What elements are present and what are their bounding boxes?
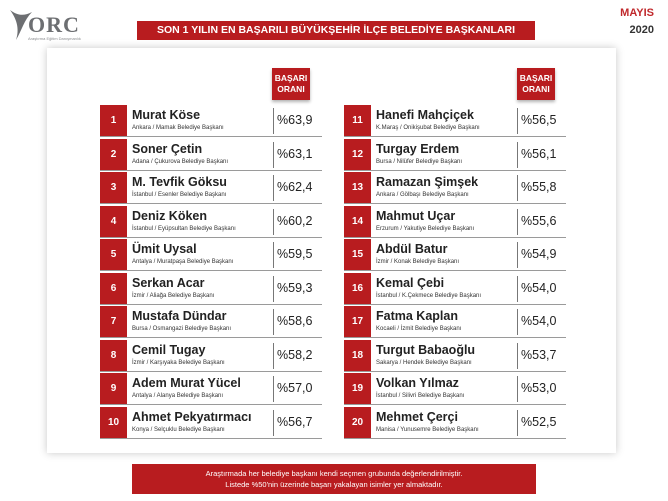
row-divider <box>344 404 566 405</box>
footer-line2: Listede %50'nin üzerinde başarı yakalayan isimler yer almaktadır. <box>225 480 443 489</box>
logo-tagline: Araştırma Eğitim Danışmanlık <box>28 36 81 41</box>
rate-header-line2: ORANI <box>522 84 550 94</box>
row-divider <box>100 170 322 171</box>
mayor-name: Murat Köse <box>132 108 201 122</box>
date-month: MAYIS <box>620 7 654 19</box>
success-rate: %59,3 <box>277 280 313 295</box>
rank-badge: 13 <box>344 172 371 203</box>
rank-badge: 9 <box>100 373 127 404</box>
mayor-district: İstanbul / Esenler Belediye Başkanı <box>132 192 227 198</box>
rank-badge: 5 <box>100 239 127 270</box>
ranking-row <box>344 139 566 171</box>
mayor-district: Sakarya / Hendek Belediye Başkanı <box>376 359 472 366</box>
ranking-row <box>100 105 322 137</box>
rank-badge: 14 <box>344 206 371 237</box>
footer-note <box>132 464 536 494</box>
mayor-name: Mehmet Çerçi <box>376 409 458 424</box>
success-rate: %54,9 <box>521 247 557 261</box>
rank-badge: 15 <box>344 239 371 270</box>
mayor-district: İzmir / Aliağa Belediye Başkanı <box>132 292 215 299</box>
mayor-district: İzmir / Karşıyaka Belediye Başkanı <box>132 359 225 366</box>
row-divider <box>100 270 322 271</box>
success-rate: %55,6 <box>521 213 557 228</box>
mayor-district: İstanbul / Eyüpsultan Belediye Başkanı <box>132 225 236 232</box>
ranking-row <box>100 172 322 204</box>
ranking-row <box>100 206 322 238</box>
mayor-name: Turgut Babaoğlu <box>376 342 476 357</box>
column-divider <box>517 209 518 235</box>
rank-badge: 7 <box>100 306 127 337</box>
column-divider <box>517 410 518 436</box>
ranking-row <box>344 306 566 338</box>
rank-badge: 11 <box>344 105 371 136</box>
mayor-district: Bursa / Nilüfer Belediye Başkanı <box>376 158 463 165</box>
row-divider <box>344 170 566 171</box>
rate-header-left <box>272 68 310 100</box>
rank-badge: 4 <box>100 206 127 237</box>
row-divider <box>344 203 566 204</box>
mayor-name: Volkan Yılmaz <box>376 376 459 390</box>
mayor-district: İstanbul / K.Çekmece Belediye Başkanı <box>376 292 482 299</box>
mayor-name: Abdül Batur <box>376 242 448 256</box>
rate-header-line1: BAŞARI <box>519 73 553 83</box>
row-divider <box>100 237 322 238</box>
column-divider <box>273 209 274 235</box>
mayor-name: Cemil Tugay <box>132 342 206 357</box>
mayor-district: Kocaeli / İzmit Belediye Başkanı <box>376 326 462 332</box>
rank-badge: 2 <box>100 139 127 170</box>
mayor-district: Bursa / Osmangazi Belediye Başkanı <box>132 326 232 332</box>
rank-badge: 17 <box>344 306 371 337</box>
row-divider <box>100 438 322 439</box>
ranking-row <box>100 373 322 405</box>
mayor-district: İzmir / Konak Belediye Başkanı <box>376 259 460 265</box>
column-divider <box>273 242 274 268</box>
success-rate: %54,0 <box>521 314 557 328</box>
ranking-row <box>344 172 566 204</box>
ranking-row <box>344 373 566 405</box>
mayor-name: Deniz Köken <box>132 208 208 223</box>
mayor-name: Turgay Erdem <box>376 141 460 156</box>
ranking-row <box>344 340 566 372</box>
success-rate: %58,2 <box>277 347 313 362</box>
success-rate: %56,1 <box>521 146 557 161</box>
mayor-district: İstanbul / Silivri Belediye Başkanı <box>376 393 465 399</box>
rank-badge: 19 <box>344 373 371 404</box>
ranking-row <box>100 273 322 305</box>
rate-header-line2: ORANI <box>277 84 305 94</box>
column-divider <box>517 343 518 369</box>
mayor-district: Adana / Çukurova Belediye Başkanı <box>132 158 229 165</box>
success-rate: %53,7 <box>521 347 557 362</box>
rank-badge: 16 <box>344 273 371 304</box>
mayor-name: Kemal Çebi <box>376 275 445 290</box>
success-rate: %57,0 <box>277 381 313 395</box>
row-divider <box>344 270 566 271</box>
mayor-name: Mustafa Dündar <box>132 309 227 323</box>
rank-badge: 12 <box>344 139 371 170</box>
column-divider <box>517 175 518 201</box>
row-divider <box>100 371 322 372</box>
row-divider <box>344 136 566 137</box>
rate-header-line1: BAŞARI <box>274 73 308 83</box>
column-divider <box>517 309 518 335</box>
rank-badge: 10 <box>100 407 127 438</box>
column-divider <box>273 410 274 436</box>
mayor-district: Erzurum / Yakutiye Belediye Başkanı <box>376 225 475 232</box>
mayor-district: Antalya / Muratpaşa Belediye Başkanı <box>132 259 234 265</box>
success-rate: %54,0 <box>521 280 557 295</box>
rank-badge: 8 <box>100 340 127 371</box>
column-divider <box>273 376 274 402</box>
mayor-district: Ankara / Mamak Belediye Başkanı <box>132 125 224 131</box>
ranking-row <box>100 407 322 439</box>
row-divider <box>344 371 566 372</box>
mayor-name: Ramazan Şimşek <box>376 175 479 189</box>
mayor-district: Ankara / Gölbaşı Belediye Başkanı <box>376 192 469 198</box>
mayor-name: Adem Murat Yücel <box>132 376 241 390</box>
mayor-name: Ahmet Pekyatırmacı <box>132 409 252 424</box>
column-divider <box>273 276 274 302</box>
mayor-name: M. Tevfik Göksu <box>132 175 227 189</box>
row-divider <box>344 337 566 338</box>
footer-line1: Araştırmada her belediye başkanı kendi seçmen grubunda değerlendirilmiştir. <box>205 469 463 478</box>
ranking-row <box>100 306 322 338</box>
rank-badge: 1 <box>100 105 127 136</box>
ranking-row <box>344 239 566 271</box>
rank-badge: 20 <box>344 407 371 438</box>
success-rate: %55,8 <box>521 180 557 194</box>
column-divider <box>273 175 274 201</box>
page-title: SON 1 YILIN EN BAŞARILI BÜYÜKŞEHİR İLÇE BELEDİYE BAŞKANLARI <box>137 21 535 40</box>
mayor-district: Konya / Selçuklu Belediye Başkanı <box>132 426 225 433</box>
mayor-name: Soner Çetin <box>132 141 203 156</box>
mayor-name: Fatma Kaplan <box>376 309 458 323</box>
success-rate: %62,4 <box>277 180 313 194</box>
ranking-row <box>344 407 566 439</box>
success-rate: %59,5 <box>277 247 313 261</box>
mayor-district: Manisa / Yunusemre Belediye Başkanı <box>376 426 479 433</box>
ranking-row <box>344 105 566 137</box>
success-rate: %56,7 <box>277 414 313 429</box>
column-divider <box>517 376 518 402</box>
column-divider <box>273 309 274 335</box>
row-divider <box>100 337 322 338</box>
success-rate: %63,9 <box>277 113 313 127</box>
column-divider <box>273 108 274 134</box>
logo-text: ORC <box>28 12 80 37</box>
row-divider <box>100 203 322 204</box>
mayor-name: Serkan Acar <box>132 275 205 290</box>
success-rate: %53,0 <box>521 381 557 395</box>
success-rate: %60,2 <box>277 213 313 228</box>
mayor-district: K.Maraş / Onikişubat Belediye Başkanı <box>376 125 480 131</box>
row-divider <box>100 136 322 137</box>
column-divider <box>517 142 518 168</box>
ranking-row <box>100 239 322 271</box>
ranking-row <box>100 139 322 171</box>
success-rate: %52,5 <box>521 414 557 429</box>
success-rate: %58,6 <box>277 314 313 328</box>
mayor-name: Hanefi Mahçiçek <box>376 108 474 122</box>
column-divider <box>273 343 274 369</box>
column-divider <box>273 142 274 168</box>
column-divider <box>517 108 518 134</box>
rank-badge: 3 <box>100 172 127 203</box>
row-divider <box>344 304 566 305</box>
ranking-row <box>344 273 566 305</box>
ranking-row <box>100 340 322 372</box>
column-divider <box>517 276 518 302</box>
rate-header-right <box>517 68 555 100</box>
success-rate: %63,1 <box>277 146 313 161</box>
column-divider <box>517 242 518 268</box>
success-rate: %56,5 <box>521 113 557 127</box>
mayor-name: Ümit Uysal <box>132 242 197 256</box>
row-divider <box>100 404 322 405</box>
orc-logo <box>6 4 80 46</box>
mayor-name: Mahmut Uçar <box>376 208 456 223</box>
row-divider <box>344 438 566 439</box>
rank-badge: 18 <box>344 340 371 371</box>
ranking-row <box>344 206 566 238</box>
date-year: 2020 <box>629 24 654 36</box>
row-divider <box>344 237 566 238</box>
mayor-district: Antalya / Alanya Belediye Başkanı <box>132 393 224 399</box>
rank-badge: 6 <box>100 273 127 304</box>
row-divider <box>100 304 322 305</box>
